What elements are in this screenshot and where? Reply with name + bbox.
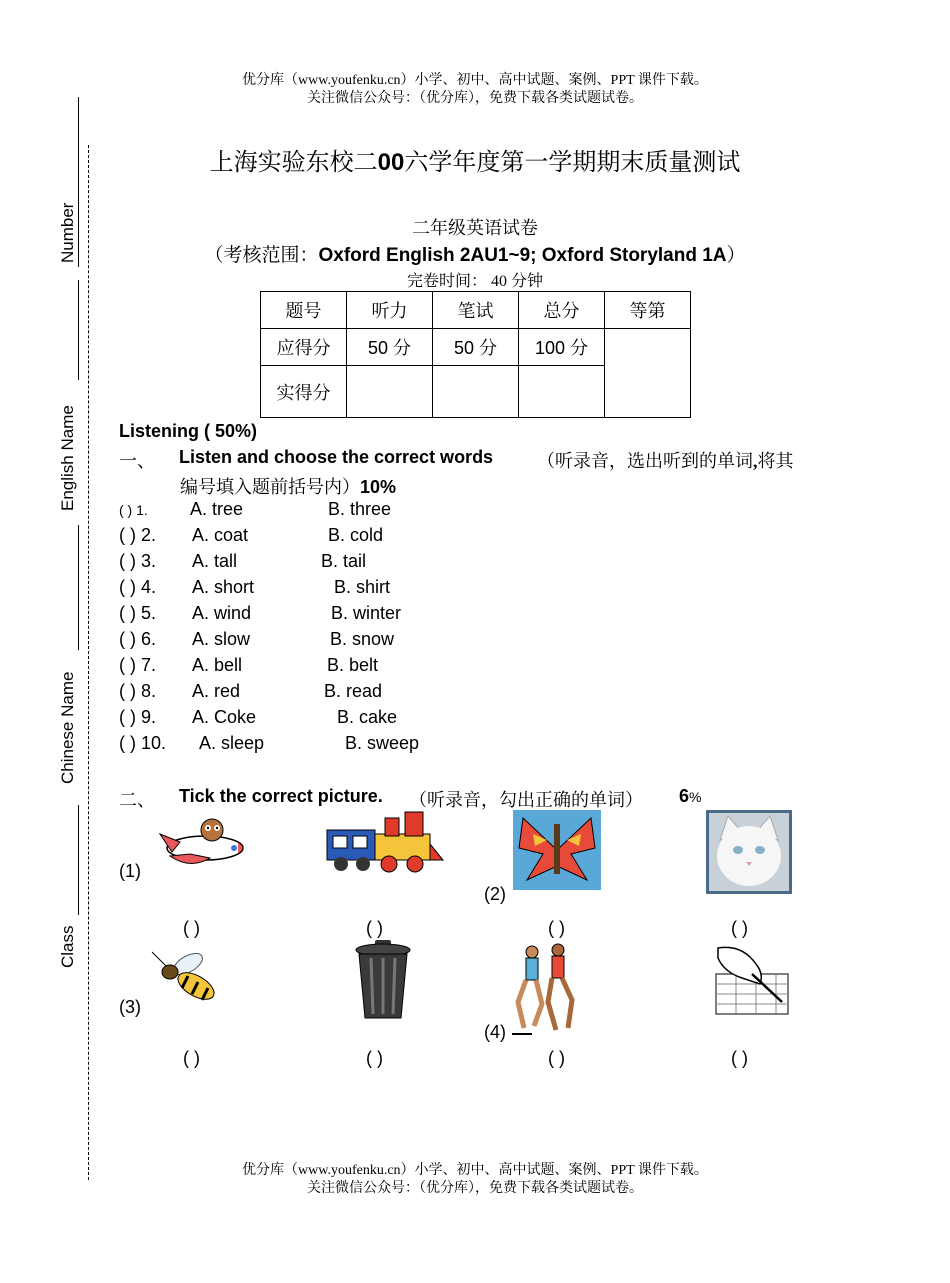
answer-blank[interactable]: ( ) 5. — [119, 603, 157, 623]
option-a: A. short — [192, 577, 255, 597]
grade-cell[interactable] — [605, 329, 691, 418]
picture-group-label: (4) — [484, 1022, 506, 1042]
option-b: B. snow — [330, 629, 395, 649]
trash-can-picture[interactable] — [355, 940, 411, 1020]
train-picture[interactable] — [325, 808, 445, 876]
answer-blank[interactable]: ( ) 8. — [119, 681, 157, 701]
answer-paren[interactable]: ( ) — [548, 918, 565, 938]
score-header: 笔试 — [433, 292, 519, 329]
class-line — [78, 805, 79, 915]
score-header: 总分 — [519, 292, 605, 329]
answer-paren[interactable]: ( ) — [366, 1048, 383, 1068]
answer-paren[interactable]: ( ) — [731, 918, 748, 938]
option-b: B. read — [324, 681, 383, 701]
footer-line-2: 关注微信公众号：（优分库），免费下载各类试题试卷。 — [307, 1181, 643, 1196]
answer-blank[interactable]: ( ) 10. — [119, 733, 167, 753]
airplane-picture[interactable] — [150, 812, 250, 870]
butterfly-kite-picture[interactable] — [513, 810, 601, 890]
picture-group-label: (3) — [119, 997, 141, 1017]
answer-blank[interactable]: ( ) 2. — [119, 525, 157, 545]
answer-blank[interactable]: ( ) 1. — [119, 502, 148, 518]
option-a: A. Coke — [192, 707, 257, 727]
option-a: A. slow — [192, 629, 251, 649]
answer-paren[interactable]: ( ) — [183, 918, 200, 938]
score-cell: 实得分 — [261, 366, 347, 418]
page-title: 上海实验东校二00六学年度第一学期期末质量测试 — [209, 149, 741, 176]
score-table — [260, 291, 691, 418]
score-header: 题号 — [261, 292, 347, 329]
score-input-cell[interactable] — [519, 366, 605, 418]
answer-blank[interactable]: ( ) 7. — [119, 655, 157, 675]
section1-heading: 一、 Listen and choose the correct words （听录音，选出听到的单词,将其 — [119, 447, 794, 471]
answer-blank[interactable]: ( ) 9. — [119, 707, 157, 727]
chinese-name-line — [78, 525, 79, 650]
cut-line — [88, 145, 89, 1180]
answer-paren[interactable]: ( ) — [731, 1048, 748, 1068]
header-line-1: 优分库（www.youfenku.cn）小学、初中、高中试题、案例、PPT 课件下载。 — [242, 73, 708, 88]
header-line-2: 关注微信公众号：（优分库），免费下载各类试题试卷。 — [307, 91, 643, 106]
score-header: 等第 — [605, 292, 691, 329]
footer-line-1: 优分库（www.youfenku.cn）小学、初中、高中试题、案例、PPT 课件下载。 — [242, 1163, 708, 1178]
score-input-cell[interactable] — [433, 366, 519, 418]
number-label: Number — [58, 202, 77, 263]
option-a: A. sleep — [199, 733, 265, 753]
score-input-cell[interactable] — [347, 366, 433, 418]
answer-paren[interactable]: ( ) — [183, 1048, 200, 1068]
writing-hand-picture[interactable] — [712, 944, 792, 1016]
cat-picture[interactable] — [706, 810, 792, 894]
option-a: A. bell — [192, 655, 243, 675]
option-b: B. sweep — [345, 733, 420, 753]
option-b: B. cake — [337, 707, 398, 727]
listening-heading: Listening ( 50%) — [119, 421, 258, 441]
english-name-label: English Name — [58, 405, 77, 511]
option-b: B. belt — [327, 655, 379, 675]
option-a: A. wind — [192, 603, 252, 623]
option-b: B. three — [328, 499, 392, 519]
bee-picture[interactable] — [148, 944, 222, 1012]
picture-group-label: (1) — [119, 861, 141, 881]
picture-group-label: (2) — [484, 884, 506, 904]
option-a: A. tree — [190, 499, 244, 519]
english-name-line — [78, 280, 79, 380]
option-a: A. red — [192, 681, 241, 701]
option-a: A. tall — [192, 551, 238, 571]
option-b: B. tail — [321, 551, 367, 571]
answer-paren[interactable]: ( ) — [548, 1048, 565, 1068]
option-b: B. cold — [328, 525, 384, 545]
option-a: A. coat — [192, 525, 249, 545]
section2-heading: 二、 Tick the correct picture. （听录音，勾出正确的单词） 6% — [119, 786, 702, 810]
answer-paren[interactable]: ( ) — [366, 918, 383, 938]
score-cell: 50 分 — [433, 329, 519, 366]
exam-time: 完卷时间： 40 分钟 — [406, 273, 543, 290]
section1-note: 编号填入题前括号内）10% — [180, 477, 397, 497]
answer-blank[interactable]: ( ) 3. — [119, 551, 157, 571]
scope: （考核范围：Oxford English 2AU1~9; Oxford Storyland 1A） — [204, 245, 746, 266]
score-cell: 100 分 — [519, 329, 605, 366]
class-label: Class — [58, 925, 77, 968]
runners-picture[interactable] — [512, 942, 580, 1038]
subtitle: 二年级英语试卷 — [412, 218, 538, 238]
chinese-name-label: Chinese Name — [58, 671, 77, 784]
option-b: B. winter — [331, 603, 402, 623]
score-header: 听力 — [347, 292, 433, 329]
score-cell: 50 分 — [347, 329, 433, 366]
score-cell: 应得分 — [261, 329, 347, 366]
answer-blank[interactable]: ( ) 4. — [119, 577, 157, 597]
answer-blank[interactable]: ( ) 6. — [119, 629, 157, 649]
option-b: B. shirt — [334, 577, 391, 597]
